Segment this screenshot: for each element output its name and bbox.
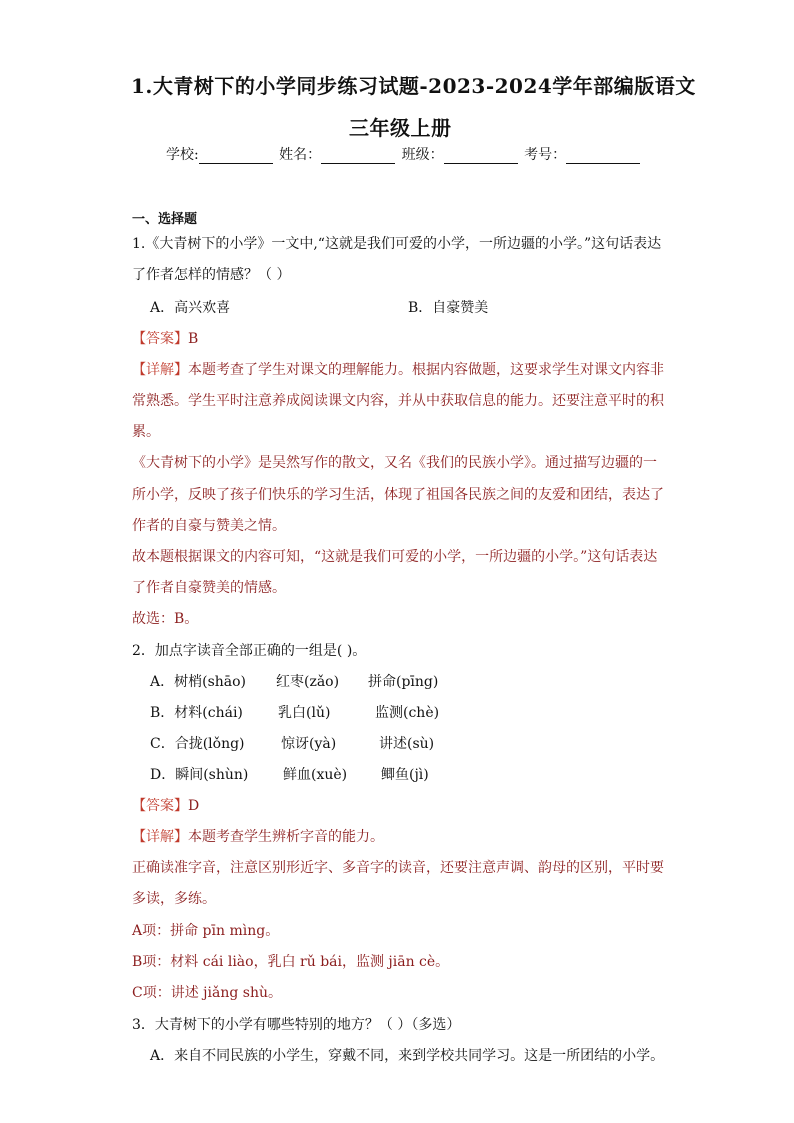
detail-text: 本题考查了学生对课文的理解能力。根据内容做题，这要求学生对课文内容非 [188, 362, 664, 378]
q2-stem: 2．加点字读音全部正确的一组是( )。 [132, 643, 367, 659]
section-heading: 一、选择题 [132, 212, 198, 227]
q2-item-c: C项：讲述 jiǎng shù。 [132, 985, 282, 1001]
class-blank[interactable] [444, 148, 518, 164]
detail-tag: 【详解】 [132, 829, 188, 845]
q1-detail-line3: 累。 [132, 424, 160, 440]
q1-detail-line8: 了作者自豪赞美的情感。 [132, 580, 286, 596]
q2-option-a-2: 红枣(zǎo) [276, 674, 340, 690]
q2-option-a-1: A．树梢(shāo) [150, 674, 247, 690]
q1-detail-line2: 常熟悉。学生平时注意养成阅读课文内容，并从中获取信息的能力。还要注意平时的积 [132, 393, 664, 409]
q1-detail-line5: 所小学，反映了孩子们快乐的学习生活，体现了祖国各民族之间的友爱和团结，表达了 [132, 487, 664, 503]
q2-option-d-2: 鲜血(xuè) [283, 767, 348, 783]
q2-detail-line1 [132, 826, 384, 846]
q2-option-b-3: 监测(chè) [375, 705, 440, 721]
answer-tag: 【答案】 [132, 798, 188, 814]
q2-option-b-1: B．材料(chái) [150, 705, 243, 721]
name-label: 姓名： [279, 147, 322, 163]
q3-stem: 3．大青树下的小学有哪些特别的地方？（ ）（多选） [132, 1017, 461, 1033]
q3-option-a: A．来自不同民族的小学生，穿戴不同，来到学校共同学习。这是一所团结的小学。 [150, 1048, 665, 1064]
q1-choose: 故选：B。 [132, 611, 199, 627]
answer-value: D [188, 798, 200, 814]
school-blank[interactable] [199, 148, 273, 164]
q2-option-b-2: 乳白(lǔ) [278, 705, 331, 721]
q1-detail-line1 [132, 359, 664, 379]
info-fields [166, 144, 642, 164]
q2-detail-line2: 正确读准字音，注意区别形近字、多音字的读音，还要注意声调、韵母的区别，平时要 [132, 860, 664, 876]
answer-tag: 【答案】 [132, 331, 188, 347]
exam-number-blank[interactable] [566, 148, 640, 164]
q1-stem-line1: 1.《大青树下的小学》一文中,“这就是我们可爱的小学，一所边疆的小学。”这句话表达 [132, 236, 662, 252]
detail-tag: 【详解】 [132, 362, 188, 378]
class-label: 班级： [401, 147, 444, 163]
q1-option-b: B．自豪赞美 [408, 300, 489, 316]
q2-option-d-3: 鲫鱼(jì) [381, 767, 429, 783]
q2-option-a-3: 拼命(pīng) [368, 674, 439, 690]
detail-text: 本题考查学生辨析字音的能力。 [188, 829, 384, 845]
q2-option-d-1: D．瞬间(shùn) [150, 767, 249, 783]
q2-option-c-3: 讲述(sù) [379, 736, 435, 752]
q1-option-a: A．高兴欢喜 [150, 300, 231, 316]
q2-detail-line3: 多读，多练。 [132, 891, 216, 907]
q1-detail-line6: 作者的自豪与赞美之情。 [132, 518, 286, 534]
q2-item-b: B项：材料 cái liào，乳白 rǔ bái，监测 jiān cè。 [132, 954, 450, 970]
title-line1: 1.大青树下的小学同步练习试题-2023-2024学年部编版语文 [131, 74, 696, 98]
answer-value: B [188, 331, 199, 347]
q2-option-c-2: 惊讶(yà) [281, 736, 337, 752]
q1-answer [132, 328, 198, 348]
q2-option-c-1: C．合拢(lǒng) [150, 736, 245, 752]
q2-item-a: A项：拼命 pīn mìng。 [132, 923, 280, 939]
name-blank[interactable] [321, 148, 395, 164]
title-line2: 三年级上册 [349, 116, 452, 140]
school-label: 学校: [166, 147, 199, 163]
q2-answer [132, 795, 199, 815]
q1-stem-line2: 了作者怎样的情感？（ ） [132, 267, 291, 283]
exam-number-label: 考号： [524, 147, 567, 163]
q1-detail-line4: 《大青树下的小学》是吴然写作的散文，又名《我们的民族小学》。通过描写边疆的一 [132, 455, 657, 471]
q1-detail-line7: 故本题根据课文的内容可知，“这就是我们可爱的小学，一所边疆的小学。”这句话表达 [132, 549, 658, 565]
